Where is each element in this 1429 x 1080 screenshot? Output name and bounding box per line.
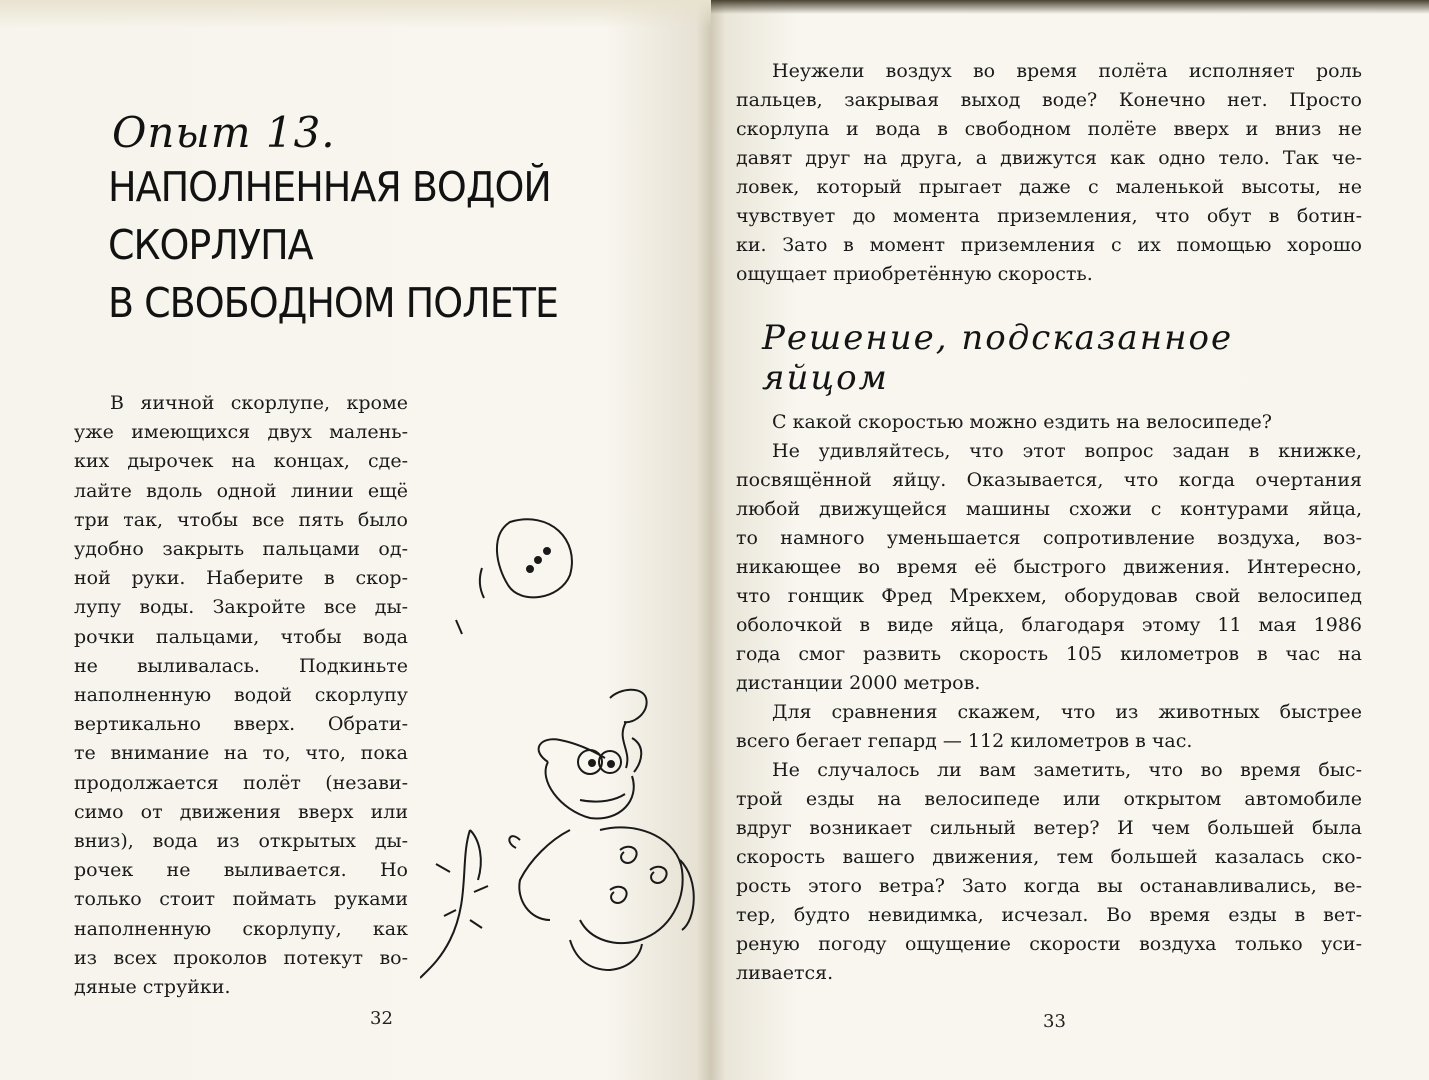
paragraph: [736, 698, 1362, 756]
text-line: что гонщик Фред Мрекхем, оборудовав свой велосипед: [736, 585, 1362, 607]
text-line: ной руки. Наберите в скор-: [74, 567, 408, 590]
text-line: удобно закрыть пальцами од-: [74, 538, 408, 561]
text-line: Не удивляйтесь, что этот вопрос задан в книжке,: [772, 440, 1362, 462]
text-line: тер, будто невидимка, исчезал. Во время езды в вет-: [736, 904, 1362, 926]
text-line: симо от движения вверх или: [74, 800, 408, 823]
text-line: дяные струйки.: [74, 976, 231, 999]
page-top-edge: [0, 0, 711, 28]
text-line: В яичной скорлупе, кроме: [110, 392, 408, 414]
text-line: рочки пальцами, чтобы вода: [74, 625, 408, 648]
text-line: чувствует до момента приземления, что обут в ботин-: [736, 205, 1362, 227]
crocodile-figure: [420, 690, 694, 978]
text-line: ки. Зато в момент приземления с их помощью хорошо: [736, 234, 1362, 256]
text-line: ливается.: [736, 962, 834, 984]
text-line: трой езды на велосипеде или открытом автомобиле: [736, 788, 1362, 810]
text-line: оболочкой в виде яйца, благодаря этому 11 мая 1986: [736, 614, 1362, 636]
text-line: то намного уменьшается сопротивление воздуха, воз-: [736, 527, 1362, 549]
text-line: С какой скоростью можно ездить на велосипеде?: [772, 411, 1272, 433]
text-line: вертикально вверх. Обрати-: [74, 713, 408, 736]
text-line: те внимание на то, что, пока: [74, 742, 408, 765]
text-line: ощущает приобретённую скорость.: [736, 263, 1093, 285]
text-line: не выливалась. Подкиньте: [74, 654, 408, 677]
text-line: уже имеющихся двух малень-: [74, 421, 408, 444]
text-line: реную погоду ощущение скорости воздуха только уси-: [736, 933, 1362, 955]
text-line: дистанции 2000 метров.: [736, 672, 981, 694]
experiment-title: [108, 108, 628, 337]
text-line: продолжается полёт (незави-: [74, 771, 408, 794]
text-line: скорость вашего движения, тем большей казалась ско-: [736, 846, 1362, 868]
left-page: [0, 0, 711, 1080]
paragraph: [736, 408, 1362, 437]
text-line: вниз), вода из открытых ды-: [74, 830, 408, 853]
page-number-right: 33: [1043, 1011, 1066, 1032]
text-line: наполненную скорлупу, как: [74, 917, 408, 940]
text-line: любой движущейся машины схожи с контурами яйца,: [736, 498, 1362, 520]
page-number-left: 32: [370, 1008, 393, 1029]
experiment-number: Опыт 13.: [112, 108, 336, 157]
text-line: только стоит поймать руками: [74, 888, 408, 911]
text-line: Не случалось ли вам заметить, что во время быс-: [772, 759, 1362, 781]
egg-drawing: [456, 519, 572, 634]
text-line: из всех проколов потекут во-: [74, 946, 408, 969]
left-body-text: [74, 389, 408, 1002]
text-line: лупу воды. Закройте все ды-: [74, 596, 408, 619]
title-line: В СВОБОДНОМ ПОЛЕТЕ: [108, 279, 558, 327]
text-line: наполненную водой скорлупу: [74, 684, 408, 707]
text-line: ких дырочек на концах, сде-: [74, 450, 408, 473]
text-line: скорлупа и вода в свободном полёте вверх и вниз не: [736, 118, 1362, 140]
text-line: Для сравнения скажем, что из животных быстрее: [772, 701, 1362, 723]
title-line: НАПОЛНЕННАЯ ВОДОЙ: [108, 163, 551, 211]
paragraph: [736, 756, 1362, 988]
title-line: СКОРЛУПА: [108, 221, 313, 269]
text-line: вдруг возникает сильный ветер? И чем большей была: [736, 817, 1362, 839]
right-intro-text: [736, 57, 1362, 289]
section-title: Решение, подсказанное яйцом: [762, 318, 1234, 398]
text-line: никающее во время её быстрого движения. Интересно,: [736, 556, 1362, 578]
text-line: ловек, который прыгает даже с маленькой высоты, не: [736, 176, 1362, 198]
text-line: рость этого ветра? Зато когда вы останавливались, ве-: [736, 875, 1362, 897]
crocodile-illustration: [420, 500, 711, 1000]
text-line: рочек не выливается. Но: [74, 859, 408, 882]
text-line: года смог развить скорость 105 километров в час на: [736, 643, 1362, 665]
right-body-text: [736, 408, 1362, 988]
text-line: лайте вдоль одной линии ещё: [74, 479, 408, 502]
text-line: Неужели воздух во время полёта исполняет роль: [772, 60, 1362, 82]
text-line: пальцев, закрывая выход воде? Конечно нет. Просто: [736, 89, 1362, 111]
paragraph: [736, 437, 1362, 698]
text-line: давят друг на друга, а движутся как одно тело. Так че-: [736, 147, 1362, 169]
text-line: посвящённой яйцу. Оказывается, что когда очертания: [736, 469, 1362, 491]
text-line: три так, чтобы все пять было: [74, 508, 408, 531]
page-top-edge: [711, 0, 1429, 14]
text-line: всего бегает гепард — 112 километров в час.: [736, 730, 1193, 752]
